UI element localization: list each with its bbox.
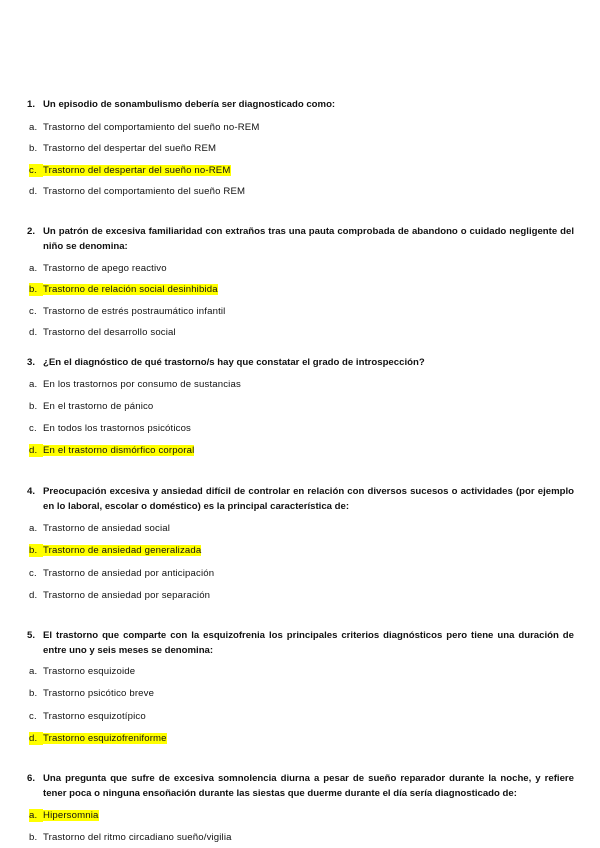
option-2b[interactable] [29,283,218,296]
option-text: Trastorno de ansiedad por separación [43,590,211,601]
option-text: Trastorno del despertar del sueño REM [43,143,217,154]
option-text: Trastorno de ansiedad por anticipación [43,568,215,579]
option-5c[interactable] [29,710,146,723]
option-text: Trastorno del desarrollo social [43,327,176,338]
option-1d[interactable] [29,185,245,198]
option-4c[interactable] [29,567,214,580]
option-text: Trastorno del comportamiento del sueño no-REM [43,122,260,133]
option-label: a. [29,263,38,274]
option-text: Trastorno esquizotípico [43,711,146,722]
question-text: Un episodio de sonambulismo debería ser diagnosticado como: [43,99,336,110]
option-text: En el trastorno de pánico [43,401,154,412]
option-label: a. [29,122,38,133]
option-4d[interactable] [29,589,210,602]
question-number: 2. [27,226,36,237]
option-label: d. [29,732,43,745]
option-1b[interactable] [29,142,216,155]
question-6 [27,771,574,801]
option-label: c. [29,568,37,579]
option-text: Trastorno del ritmo circadiano sueño/vigilia [43,832,232,843]
option-text: Trastorno de apego reactivo [43,263,167,274]
option-label: d. [29,444,43,457]
option-label: d. [29,590,38,601]
option-label: c. [29,306,37,317]
option-3b[interactable] [29,400,153,413]
option-text: Trastorno de estrés postraumático infantil [43,306,226,317]
option-1a[interactable] [29,121,260,134]
option-label: c. [29,423,37,434]
option-label: b. [29,283,43,296]
option-label: a. [29,809,43,822]
option-label: b. [29,832,38,843]
question-5 [27,628,574,658]
question-number: 1. [27,99,36,110]
option-3c[interactable] [29,422,191,435]
question-text: El trastorno que comparte con la esquizofrenia los principales criterios diagnósticos pero tiene una duración de entre uno y seis meses se denomina: [43,630,574,656]
option-label: b. [29,143,38,154]
question-1 [27,97,574,112]
option-label: c. [29,711,37,722]
question-number: 6. [27,773,36,784]
option-label: b. [29,688,38,699]
option-label: d. [29,186,38,197]
option-2c[interactable] [29,305,225,318]
option-text-highlighted: En el trastorno dismórfico corporal [43,445,195,456]
option-text: Trastorno psicótico breve [43,688,155,699]
question-text: Una pregunta que sufre de excesiva somnolencia diurna a pesar de sueño reparador durante la noche, y refiere tener poca o ninguna ensoñación durante las siestas que duerme durante el día sería diagnosticado de: [43,773,574,799]
option-4a[interactable] [29,522,170,535]
option-2a[interactable] [29,262,167,275]
option-text: En los trastornos por consumo de sustancias [43,379,241,390]
option-5d[interactable] [29,732,167,745]
option-4b[interactable] [29,544,201,557]
question-text: Preocupación excesiva y ansiedad difícil de controlar en relación con diversos sucesos o actividades (por ejemplo en lo laboral, escolar o doméstico) es la principal característica de: [43,486,574,512]
option-text-highlighted: Hipersomnia [43,810,99,821]
option-2d[interactable] [29,326,176,339]
option-6b[interactable] [29,831,232,844]
option-label: a. [29,666,38,677]
option-5a[interactable] [29,665,135,678]
question-3 [27,355,574,370]
option-3d[interactable] [29,444,194,457]
option-text-highlighted: Trastorno esquizofreniforme [43,733,167,744]
option-3a[interactable] [29,378,241,391]
option-text: En todos los trastornos psicóticos [43,423,192,434]
option-label: a. [29,379,38,390]
option-1c[interactable] [29,164,231,177]
question-text: Un patrón de excesiva familiaridad con extraños tras una pauta comprobada de abandono o cuidado negligente del niño se denomina: [43,226,574,252]
question-number: 5. [27,630,36,641]
question-text: ¿En el diagnóstico de qué trastorno/s hay que constatar el grado de introspección? [43,357,425,368]
option-text-highlighted: Trastorno de relación social desinhibida [43,284,218,295]
question-4 [27,484,574,514]
option-text: Trastorno de ansiedad social [43,523,171,534]
option-text-highlighted: Trastorno del despertar del sueño no-REM [43,165,231,176]
question-number: 4. [27,486,36,497]
option-label: d. [29,327,38,338]
option-6a[interactable] [29,809,99,822]
option-text: Trastorno del comportamiento del sueño REM [43,186,246,197]
option-label: c. [29,164,43,177]
option-label: b. [29,401,38,412]
option-text: Trastorno esquizoide [43,666,136,677]
option-5b[interactable] [29,687,154,700]
question-2 [27,224,574,254]
option-label: a. [29,523,38,534]
option-text-highlighted: Trastorno de ansiedad generalizada [43,545,202,556]
question-number: 3. [27,357,36,368]
option-label: b. [29,544,43,557]
